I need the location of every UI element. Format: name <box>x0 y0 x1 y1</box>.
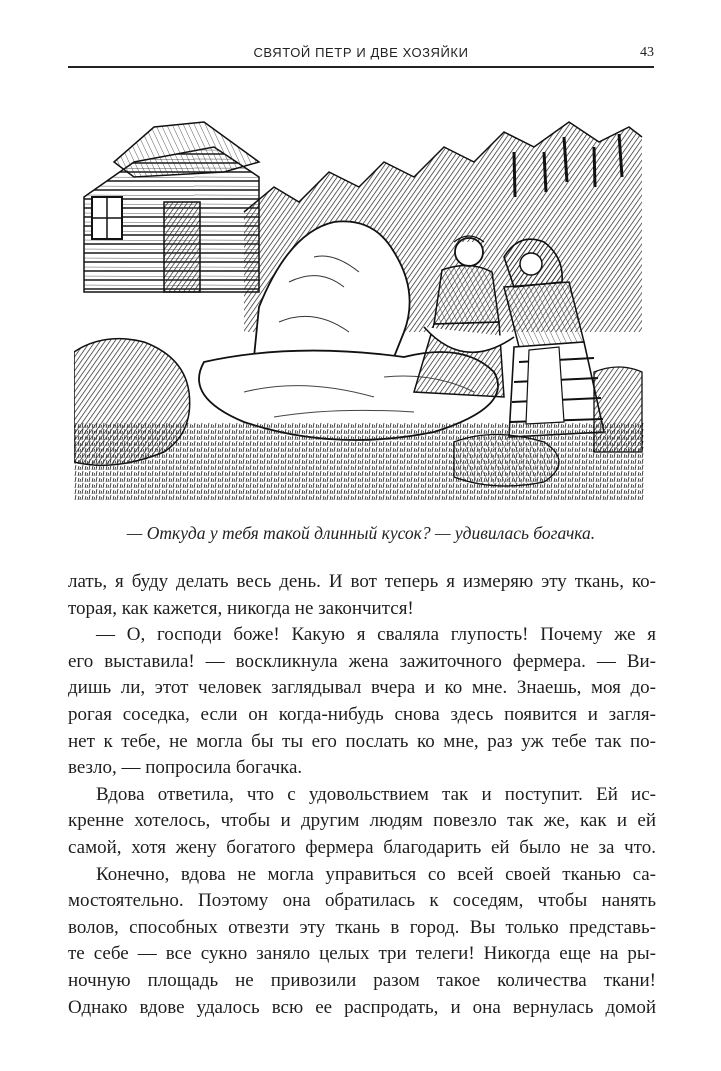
running-header <box>68 40 654 68</box>
text-line: ночную площадь не привозили разом такое количества ткани! <box>68 969 656 991</box>
text-line: Однако вдове удалось всю ее распродать, и она вернулась домой <box>68 996 656 1018</box>
text-line: Вдова ответила, что с удовольствием так и поступит. Ей ис- <box>96 783 656 805</box>
text-line: везло, — попросила богачка. <box>68 757 303 779</box>
text-line: самой, хотя жену богатого фермера благодарить ей было не за что. <box>68 836 656 858</box>
text-line: волов, способных отвезти эту ткань в город. Вы только представь- <box>68 916 656 938</box>
text-line: те себе — все сукно заняло целых три телеги! Никогда еще на ры- <box>68 943 656 965</box>
body-text <box>68 569 656 1021</box>
text-line: кренне хотелось, чтобы и другим людям повезло так же, как и ей <box>68 810 656 832</box>
text-line: лать, я буду делать весь день. И вот теперь я измеряю эту ткань, ко- <box>68 571 656 592</box>
text-line: дишь ли, этот человек заглядывал вчера и ко мне. Знаешь, моя до- <box>68 677 656 699</box>
text-line: — О, господи боже! Какую я сваляла глупость! Почему же я <box>96 624 656 646</box>
running-title: СВЯТОЙ ПЕТР И ДВЕ ХОЗЯЙКИ <box>253 45 469 60</box>
illustration-caption: — Откуда у тебя такой длинный кусок? — удивилась богачка. <box>126 523 596 543</box>
text-line: нет к тебе, не могла бы ты его послать ко мне, раз уж тебе так по- <box>68 730 656 752</box>
cabin <box>84 122 259 292</box>
text-line: мостоятельно. Поэтому она обратилась к соседям, чтобы нанять <box>68 890 656 912</box>
story-illustration <box>74 92 644 500</box>
page-number: 43 <box>640 45 654 60</box>
text-line: его выставила! — воскликнула жена зажиточного фермера. — Ви- <box>68 650 656 672</box>
text-line: Конечно, вдова не могла управиться со всей своей тканью са- <box>96 863 656 885</box>
text-line: торая, как кажется, никогда не закончится! <box>68 597 414 619</box>
text-line: рогая соседка, если он когда-нибудь снова здесь появится и загля- <box>68 703 656 725</box>
